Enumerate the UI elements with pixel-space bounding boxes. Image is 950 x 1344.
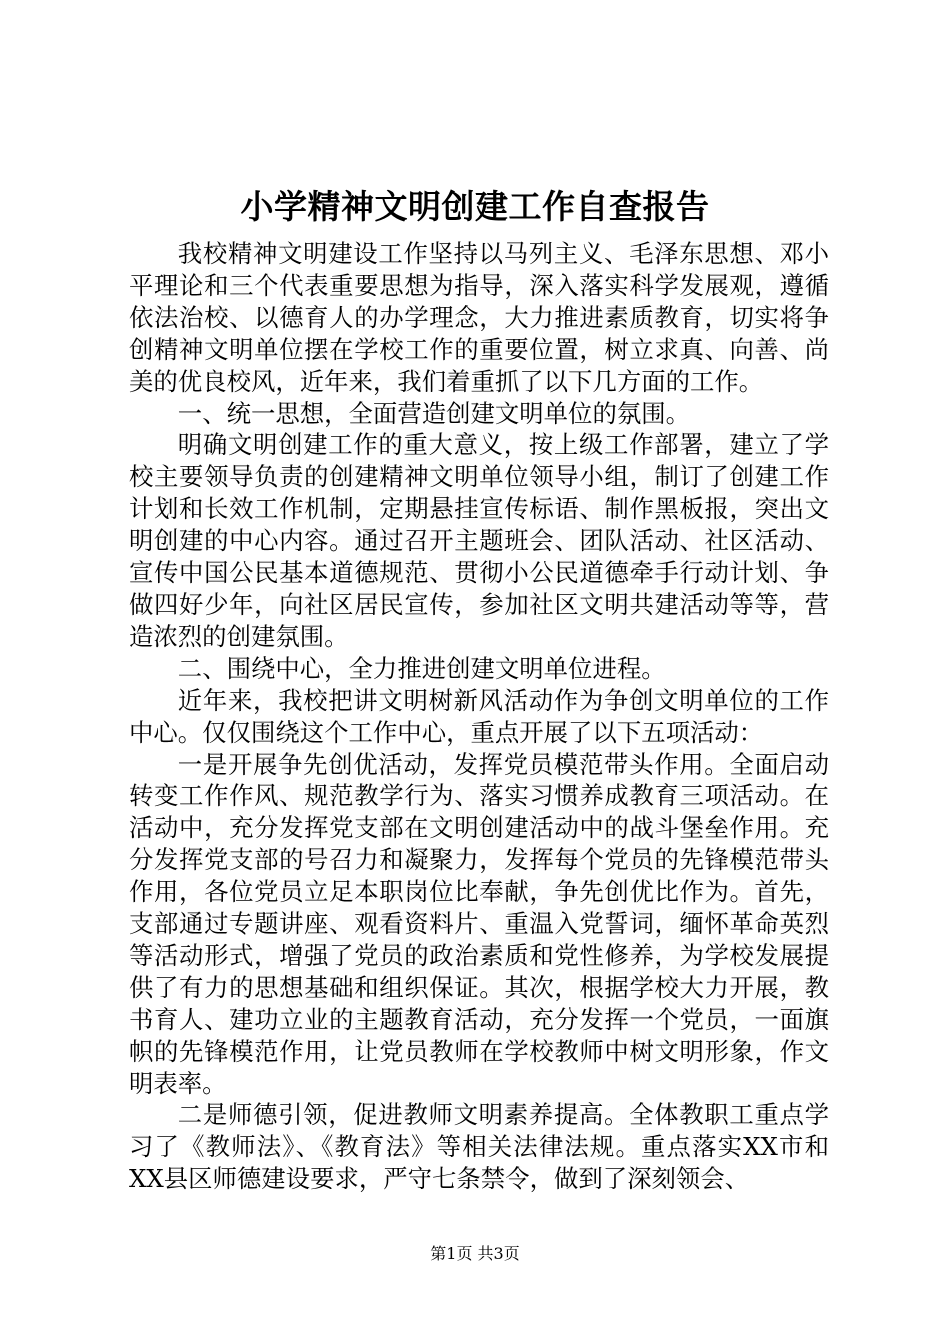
section-heading-2: 二、围绕中心，全力推进创建文明单位进程。 [177,653,666,683]
paragraph-section-1: 明确文明创建工作的重大意义，按上级工作部署，建立了学校主要领导负责的创建精神文明单位领导小组，制订了创建工作计划和长效工作机制，定期悬挂宣传标语、制作黑板报，突出文明创建的中心内容。通过召开主题班会、团队活动、社区活动、宣传中国公民基本道德规范、贯彻小公民道德牵手行动计划、争做四好少年，向社区居民宣传，参加社区文明共建活动等等，营造浓烈的创建氛围。 [129,430,829,651]
paragraph-activity-1: 一是开展争先创优活动，发挥党员模范带头作用。全面启动转变工作作风、规范教学行为、落实习惯养成教育三项活动。在活动中，充分发挥党支部在文明创建活动中的战斗堡垒作用。充分发挥党支部的号召力和凝聚力，发挥每个党员的先锋模范带头作用，各位党员立足本职岗位比奉献，争先创优比作为。首先，支部通过专题讲座、观看资料片、重温入党誓词，缅怀革命英烈等活动形式，增强了党员的政治素质和党性修养，为学校发展提供了有力的思想基础和组织保证。其次，根据学校大力开展，教书育人、建功立业的主题教育活动，充分发挥一个党员，一面旗帜的先锋模范作用，让党员教师在学校教师中树文明形象，作文明表率。 [129,749,829,1098]
paragraph-section-2-intro: 近年来，我校把讲文明树新风活动作为争创文明单位的工作中心。仅仅围绕这个工作中心，重点开展了以下五项活动： [129,685,829,747]
paragraph-intro: 我校精神文明建设工作坚持以马列主义、毛泽东思想、邓小平理论和三个代表重要思想为指导，深入落实科学发展观，遵循依法治校、以德育人的办学理念，大力推进素质教育，切实将争创精神文明单位摆在学校工作的重要位置，树立求真、向善、尚美的优良校风，近年来，我们着重抓了以下几方面的工作。 [129,239,829,396]
page-footer: 第1页 共3页 [430,1244,520,1263]
section-heading-1: 一、统一思想，全面营造创建文明单位的氛围。 [177,398,691,428]
paragraph-activity-2: 二是师德引领，促进教师文明素养提高。全体教职工重点学习了《教师法》、《教育法》等相关法律法规。重点落实XX市和XX县区师德建设要求，严守七条禁令，做到了深刻领会、 [129,1100,829,1194]
document-title: 小学精神文明创建工作自查报告 [240,187,710,226]
document-body [129,238,829,1195]
